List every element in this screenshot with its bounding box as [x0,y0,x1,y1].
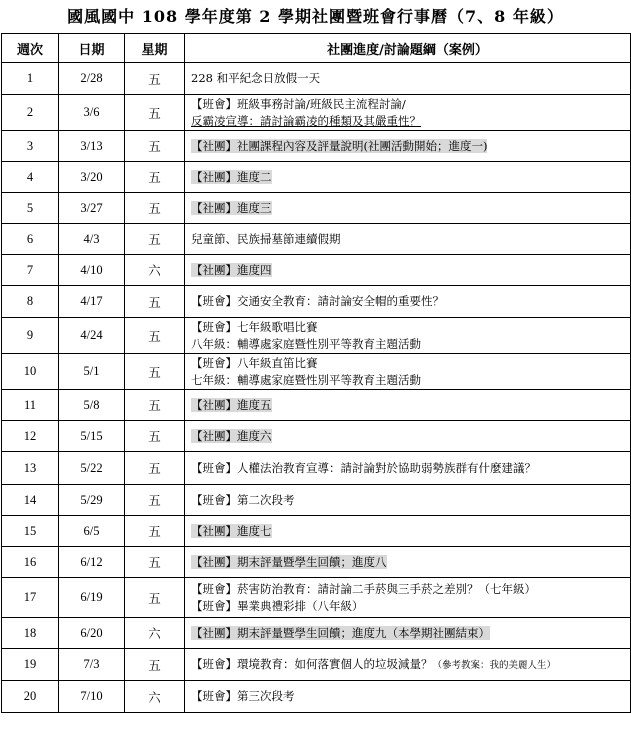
topic-line [191,138,630,155]
header-topic: 社團進度/討論題綱（案例） [185,34,631,63]
week-cell: 19 [2,649,59,681]
header-date: 日期 [59,34,125,63]
highlighted-topic-text: 【社團】進度七 [191,523,272,538]
topic-line [191,262,630,279]
topic-line [191,460,630,477]
week-cell: 18 [2,618,59,649]
highlighted-topic-text: 【社團】進度五 [191,397,272,412]
topic-cell [185,452,631,485]
weekday-cell: 五 [125,318,185,354]
topic-cell [185,63,631,95]
topic-text: 【班會】班級事務討論/班級民主流程討論/ [191,96,406,111]
date-cell: 6/19 [59,578,125,618]
topic-cell [185,286,631,318]
topic-line [191,523,630,540]
week-cell: 16 [2,547,59,578]
table-row [2,255,631,286]
table-row [2,286,631,318]
topic-line [191,319,630,336]
weekday-cell: 六 [125,255,185,286]
table-row [2,649,631,681]
week-cell: 10 [2,354,59,390]
topic-text: 【班會】八年級直笛比賽 [191,355,318,370]
table-row [2,618,631,649]
table-row [2,318,631,354]
table-row [2,95,631,131]
topic-text: 【班會】七年級歌唱比賽 [191,319,318,334]
weekday-cell: 六 [125,618,185,649]
date-cell: 6/20 [59,618,125,649]
topic-line [191,96,630,113]
table-row [2,224,631,255]
weekday-cell: 五 [125,516,185,547]
topic-cell [185,547,631,578]
date-cell: 3/20 [59,162,125,193]
date-cell: 5/8 [59,390,125,421]
topic-cell [185,354,631,390]
highlighted-topic-text: 【社團】社團課程內容及評量說明(社團活動開始；進度一) [191,138,488,153]
weekday-cell: 五 [125,224,185,255]
weekday-cell: 五 [125,162,185,193]
weekday-cell: 五 [125,649,185,681]
reference-note: （參考教案：我的美麗人生） [432,659,557,671]
week-cell: 1 [2,63,59,95]
week-cell: 7 [2,255,59,286]
highlighted-topic-text: 【社團】期末評量暨學生回饋；進度九（本學期社團結束） [191,625,490,640]
table-header-row [2,34,631,63]
weekday-cell: 五 [125,354,185,390]
week-cell: 15 [2,516,59,547]
topic-line [191,554,630,571]
header-weekday: 星期 [125,34,185,63]
date-cell: 3/13 [59,131,125,162]
topic-cell [185,224,631,255]
page-title: 國風國中 108 學年度第 2 學期社團暨班會行事曆（7、8 年級） [67,7,564,26]
table-row [2,547,631,578]
highlighted-topic-text: 【社團】進度四 [191,262,272,277]
weekday-cell: 五 [125,547,185,578]
date-cell: 5/29 [59,485,125,516]
week-cell: 14 [2,485,59,516]
topic-line [191,397,630,414]
topic-line [191,581,630,598]
topic-cell [185,162,631,193]
table-row [2,485,631,516]
table-row [2,354,631,390]
week-cell: 2 [2,95,59,131]
topic-cell [185,681,631,713]
date-cell: 7/3 [59,649,125,681]
header-week: 週次 [2,34,59,63]
topic-text: 七年級：輔導處家庭暨性別平等教育主題活動 [191,372,421,387]
topic-line [191,200,630,217]
topic-cell [185,131,631,162]
topic-cell [185,618,631,649]
table-row [2,516,631,547]
topic-line [191,113,630,130]
topic-line [191,355,630,372]
weekday-cell: 五 [125,131,185,162]
topic-cell [185,578,631,618]
topic-text: 【班會】畢業典禮彩排（八年級） [191,598,364,613]
weekday-cell: 六 [125,681,185,713]
weekday-cell: 五 [125,286,185,318]
topic-line [191,492,630,509]
week-cell: 9 [2,318,59,354]
topic-cell [185,390,631,421]
week-cell: 3 [2,131,59,162]
date-cell: 4/10 [59,255,125,286]
weekday-cell: 五 [125,485,185,516]
topic-text: 八年級：輔導處家庭暨性別平等教育主題活動 [191,336,421,351]
week-cell: 17 [2,578,59,618]
topic-cell [185,318,631,354]
table-row [2,578,631,618]
schedule-table [1,33,631,713]
date-cell: 5/1 [59,354,125,390]
week-cell: 12 [2,421,59,452]
topic-line [191,293,630,310]
topic-text: 【班會】第三次段考 [191,689,295,703]
topic-cell [185,485,631,516]
week-cell: 20 [2,681,59,713]
topic-cell [185,421,631,452]
weekday-cell: 五 [125,452,185,485]
topic-text: 兒童節、民族掃墓節連續假期 [191,231,341,246]
topic-text: 【班會】菸害防治教育：請討論二手菸與三手菸之差別？（七年級） [191,581,536,596]
date-cell: 2/28 [59,63,125,95]
topic-text: 【班會】交通安全教育：請討論安全帽的重要性？ [191,294,444,308]
table-row [2,681,631,713]
weekday-cell: 五 [125,95,185,131]
schedule-rows [2,63,631,713]
weekday-cell: 五 [125,390,185,421]
topic-cell [185,649,631,681]
topic-text: 【班會】人權法治教育宣導：請討論對於協助弱勢族群有什麼建議？ [191,460,536,475]
week-cell: 4 [2,162,59,193]
table-row [2,193,631,224]
highlighted-topic-text: 【社團】進度二 [191,169,272,184]
topic-cell [185,193,631,224]
date-cell: 6/12 [59,547,125,578]
highlighted-topic-text: 【社團】進度三 [191,200,272,215]
topic-cell [185,516,631,547]
topic-text: 反霸凌宣導：請討論霸凌的種類及其嚴重性？ [191,113,421,128]
table-row [2,131,631,162]
week-cell: 6 [2,224,59,255]
highlighted-topic-text: 【社團】期末評量暨學生回饋；進度八 [191,554,387,569]
topic-line [191,70,630,87]
topic-line [191,231,630,248]
topic-cell [185,255,631,286]
topic-line [191,656,630,674]
date-cell: 7/10 [59,681,125,713]
date-cell: 3/27 [59,193,125,224]
table-row [2,63,631,95]
topic-line [191,688,630,705]
week-cell: 11 [2,390,59,421]
topic-line [191,336,630,353]
weekday-cell: 五 [125,63,185,95]
date-cell: 3/6 [59,95,125,131]
topic-line [191,625,630,642]
weekday-cell: 五 [125,193,185,224]
table-row [2,452,631,485]
date-cell: 6/5 [59,516,125,547]
date-cell: 5/15 [59,421,125,452]
table-row [2,162,631,193]
table-row [2,390,631,421]
week-cell: 8 [2,286,59,318]
topic-line [191,169,630,186]
table-row [2,421,631,452]
week-cell: 5 [2,193,59,224]
topic-cell [185,95,631,131]
weekday-cell: 五 [125,578,185,618]
date-cell: 4/3 [59,224,125,255]
topic-text: 228 和平紀念日放假一天 [191,71,321,85]
date-cell: 5/22 [59,452,125,485]
weekday-cell: 五 [125,421,185,452]
topic-line [191,598,630,615]
highlighted-topic-text: 【社團】進度六 [191,428,272,443]
topic-line [191,372,630,389]
date-cell: 4/24 [59,318,125,354]
week-cell: 13 [2,452,59,485]
topic-text: 【班會】環境教育：如何落實個人的垃圾減量？ [191,656,433,671]
date-cell: 4/17 [59,286,125,318]
topic-line [191,428,630,445]
topic-text: 【班會】第二次段考 [191,492,295,507]
